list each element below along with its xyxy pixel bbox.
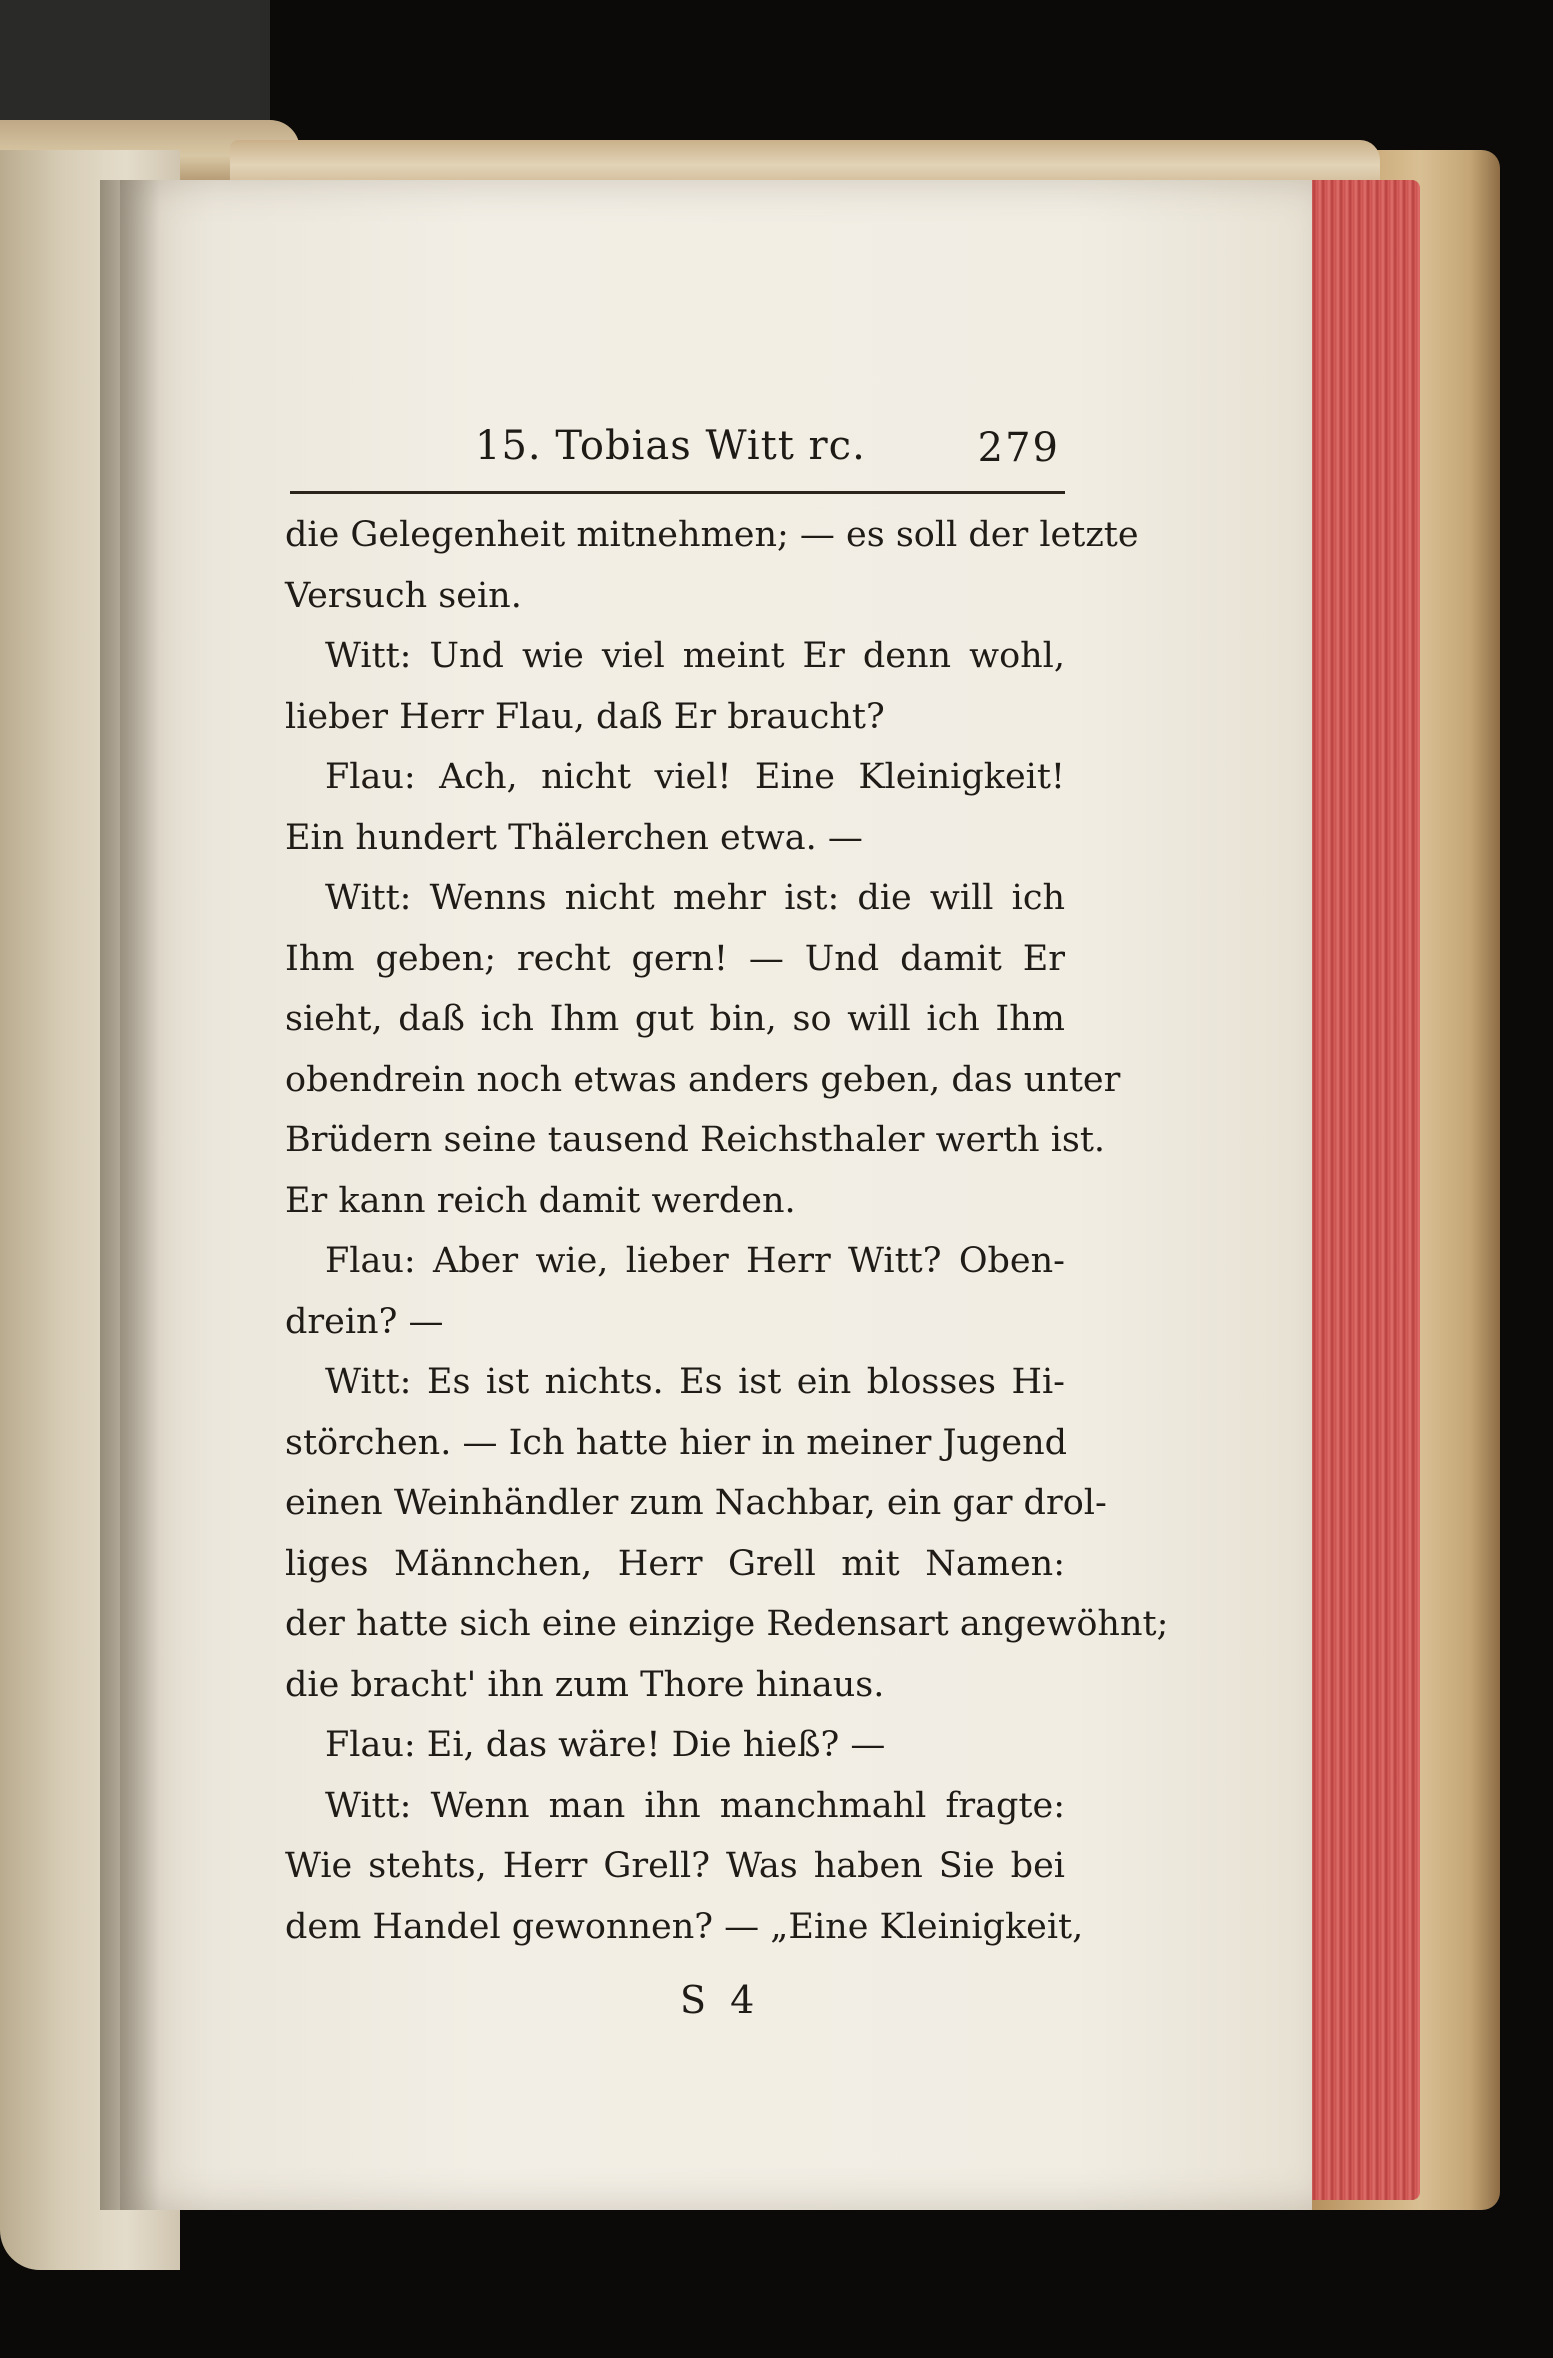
text-line: dem Handel gewonnen? — „Eine Kleinigkeit,: [285, 1906, 1084, 1947]
backdrop: [0, 0, 270, 120]
text-line: Witt: Es ist nichts. Es ist ein blosses Hi-: [325, 1362, 1065, 1402]
text-line: Witt: Wenn man ihn manchmahl fragte:: [325, 1785, 1065, 1826]
page-number: 279: [977, 425, 1060, 471]
signature-mark: S 4: [680, 1978, 761, 2022]
text-line: Witt: Wenns nicht mehr ist: die will ich: [325, 878, 1065, 918]
text-line: Brüdern seine tausend Reichsthaler werth ist.: [285, 1120, 1106, 1160]
text-line: drein? —: [285, 1301, 444, 1342]
text-line: Witt: Und wie viel meint Er denn wohl,: [325, 636, 1065, 676]
text-line: die Gelegenheit mitnehmen; — es soll der letzte: [285, 515, 1139, 555]
page-header: [290, 415, 1070, 495]
text-line: Versuch sein.: [285, 575, 522, 616]
running-head: 15. Tobias Witt rc.: [475, 423, 866, 469]
text-line: sieht, daß ich Ihm gut bin, so will ich Ihm: [285, 999, 1065, 1039]
text-line: Wie stehts, Herr Grell? Was haben Sie bei: [285, 1846, 1065, 1886]
text-line: einen Weinhändler zum Nachbar, ein gar drol-: [285, 1483, 1107, 1523]
text-line: die bracht' ihn zum Thore hinaus.: [285, 1664, 885, 1705]
text-line: Ihm geben; recht gern! — Und damit Er: [285, 938, 1065, 979]
text-line: störchen. — Ich hatte hier in meiner Jugend: [285, 1422, 1068, 1463]
text-line: Ein hundert Thälerchen etwa. —: [285, 817, 863, 858]
text-line: Er kann reich damit werden.: [285, 1180, 796, 1221]
text-line: lieber Herr Flau, daß Er braucht?: [285, 696, 885, 737]
text-line: Flau: Ach, nicht viel! Eine Kleinigkeit!: [325, 757, 1065, 797]
text-line: Flau: Aber wie, lieber Herr Witt? Oben-: [325, 1241, 1065, 1281]
text-line: obendrein noch etwas anders geben, das unter: [285, 1059, 1121, 1100]
text-line: liges Männchen, Herr Grell mit Namen:: [285, 1543, 1065, 1584]
header-rule: [290, 491, 1065, 494]
body-text: [285, 505, 1169, 1957]
text-line: der hatte sich eine einzige Redensart angewöhnt;: [285, 1604, 1169, 1644]
text-line: Flau: Ei, das wäre! Die hieß? —: [325, 1725, 886, 1765]
gutter-shadow: [100, 180, 160, 2210]
